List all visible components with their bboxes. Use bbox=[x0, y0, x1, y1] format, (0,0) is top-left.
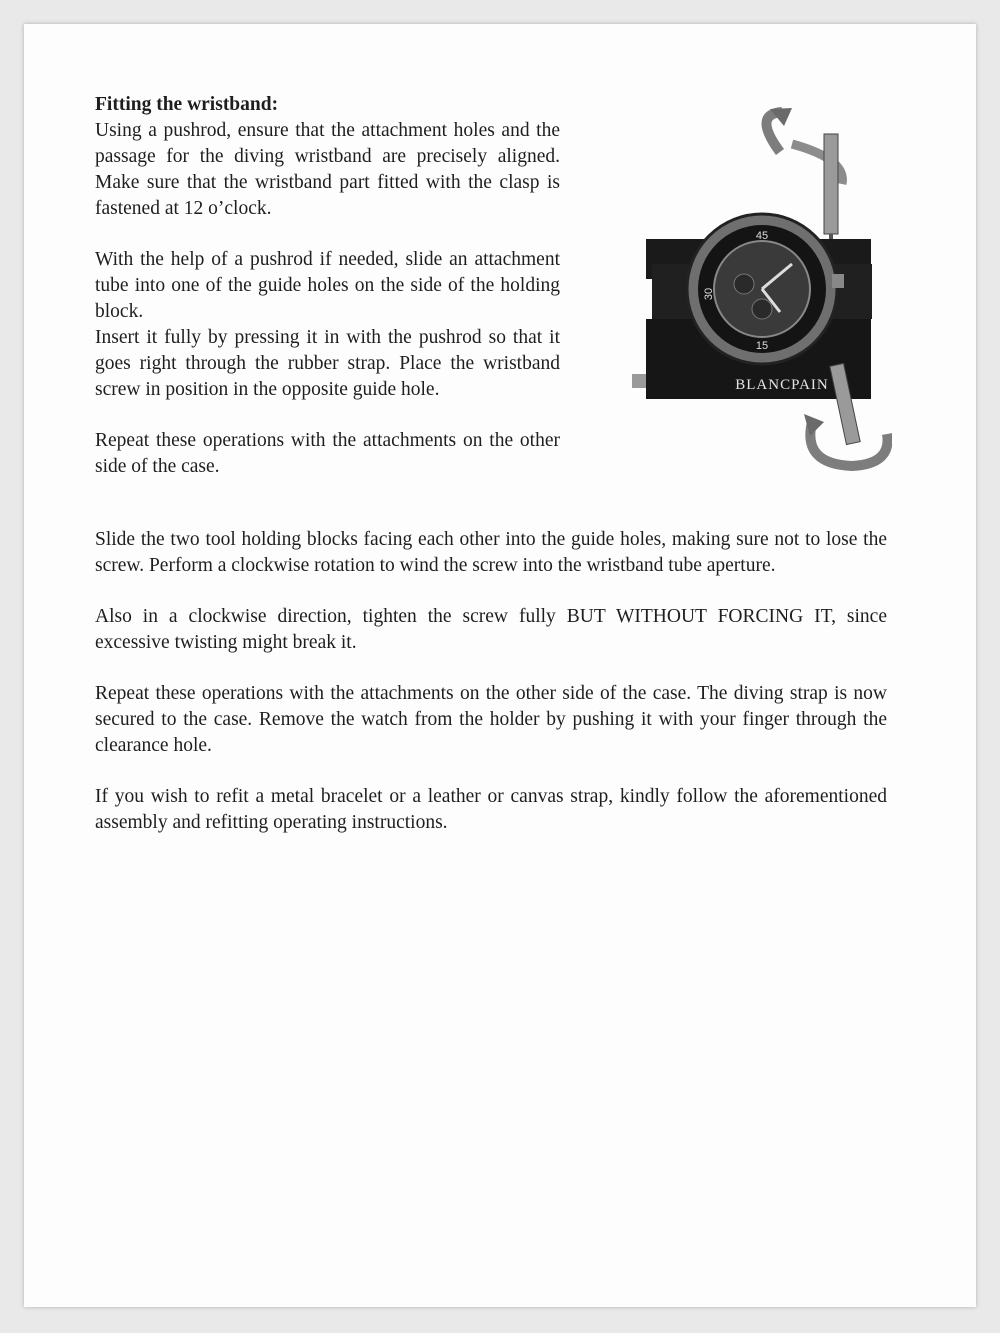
wide-text-column bbox=[95, 527, 887, 861]
top-pushrod bbox=[824, 134, 838, 234]
paragraph-tighten-screw: Also in a clockwise direction, tighten the screw fully BUT WITHOUT FORCING IT, since excessive twisting might break it. bbox=[95, 606, 887, 653]
watch-tool-svg bbox=[632, 104, 892, 474]
paragraph-slide-blocks: Slide the two tool holding blocks facing each other into the guide holes, making sure not to lose the screw. Perform a clockwise rotation to wind the screw into the wristband tube aperture. bbox=[95, 529, 887, 576]
paragraph-repeat-other-side: Repeat these operations with the attachments on the other side of the case. bbox=[95, 430, 560, 477]
brand-label: BLANCPAIN bbox=[735, 377, 829, 393]
narrow-text-column bbox=[95, 92, 560, 505]
bezel-mark-15: 15 bbox=[755, 340, 769, 352]
bezel-mark-45: 45 bbox=[755, 230, 769, 242]
bezel-mark-30: 30 bbox=[703, 287, 715, 301]
paragraph-alignment: Using a pushrod, ensure that the attachment holes and the passage for the diving wristband are precisely aligned. Make sure that the wristband part fitted with the clasp is fastened at 12 o’clock. bbox=[95, 120, 560, 219]
paragraph-refit-instructions: If you wish to refit a metal bracelet or a leather or canvas strap, kindly follow the aforementioned assembly and refitting operating instructions. bbox=[95, 786, 887, 833]
paragraph-strap-secured: Repeat these operations with the attachments on the other side of the case. The diving strap is now secured to the case. Remove the watch from the holder by pushing it with your finger through the clearance hole. bbox=[95, 683, 887, 756]
paragraph-insert-tube: Insert it fully by pressing it in with the pushrod so that it goes right through the rubber strap. Place the wristband screw in position in the opposite guide hole. bbox=[95, 327, 560, 400]
paragraph-slide-tube: With the help of a pushrod if needed, slide an attachment tube into one of the guide holes on the side of the holding block. bbox=[95, 249, 560, 322]
section-heading: Fitting the wristband: bbox=[95, 94, 279, 115]
watch-tool-illustration bbox=[632, 104, 892, 474]
document-page bbox=[24, 24, 976, 1307]
